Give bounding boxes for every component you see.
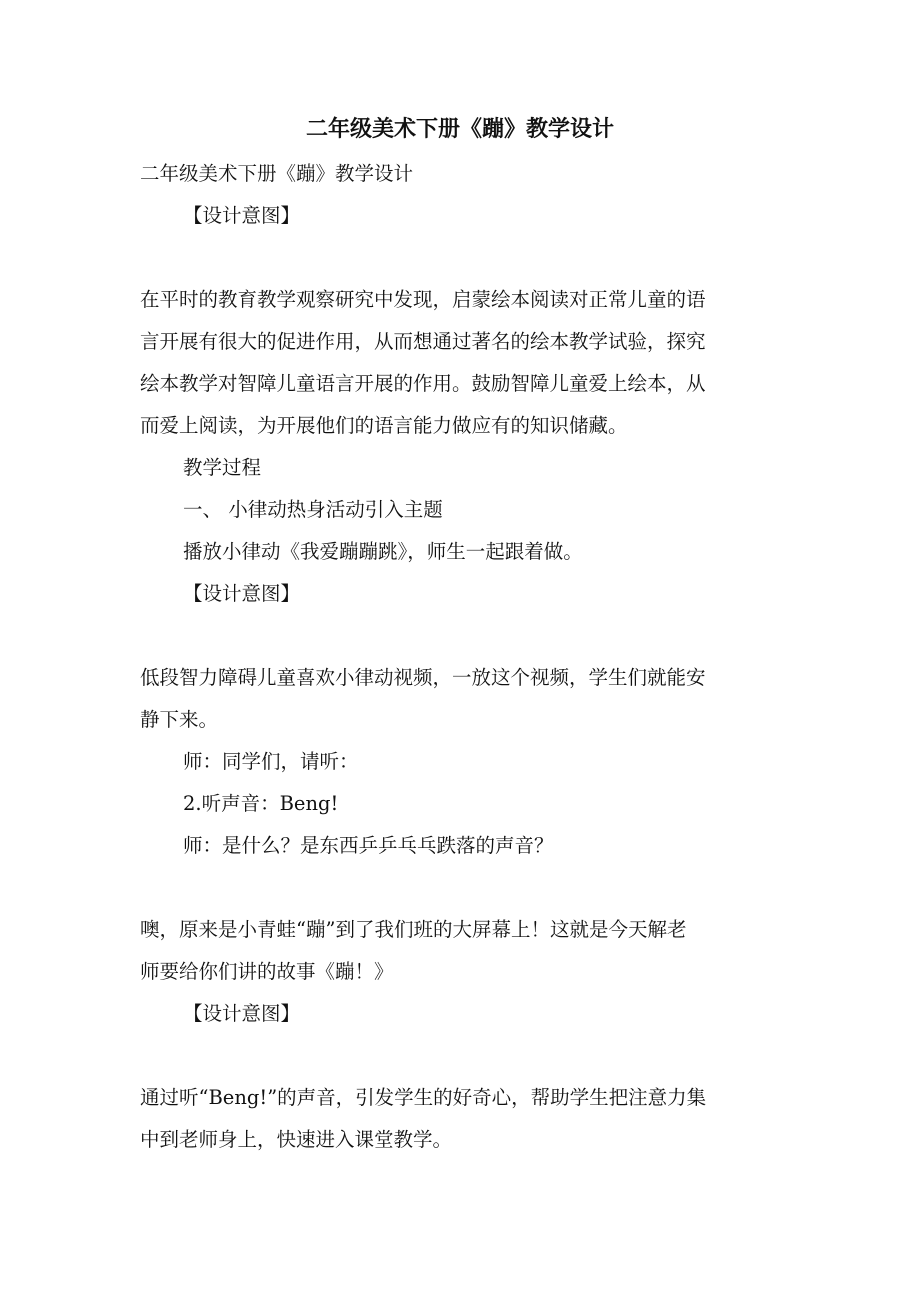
section-heading: 教学过程 <box>183 456 262 479</box>
paragraph-line: 低段智力障碍儿童喜欢小律动视频，一放这个视频，学生们就能安 <box>140 666 706 689</box>
paragraph-line: 绘本教学对智障儿童语言开展的作用。鼓励智障儿童爱上绘本，从 <box>140 372 706 395</box>
document-title: 二年级美术下册《蹦》教学设计 <box>305 116 614 142</box>
step-line: 2.听声音：Beng! <box>183 792 339 815</box>
paragraph-line: 中到老师身上，快速进入课堂教学。 <box>140 1128 453 1151</box>
paragraph-line: 噢，原来是小青蛙“蹦”到了我们班的大屏幕上！这就是今天解老 <box>140 918 687 941</box>
paragraph-line: 通过听“Beng!”的声音，引发学生的好奇心，帮助学生把注意力集 <box>140 1086 707 1109</box>
dialogue-line: 师：是什么？是东西乒乒乓乓跌落的声音？ <box>183 834 554 857</box>
section-heading: 【设计意图】 <box>183 582 301 605</box>
subtitle-line: 二年级美术下册《蹦》教学设计 <box>140 162 414 185</box>
dialogue-line: 师：同学们，请听： <box>183 750 359 773</box>
paragraph-line: 言开展有很大的促进作用，从而想通过著名的绘本教学试验，探究 <box>140 330 706 353</box>
paragraph-line: 静下来。 <box>140 708 219 731</box>
paragraph-line: 播放小律动《我爱蹦蹦跳》，师生一起跟着做。 <box>183 540 583 563</box>
paragraph-line: 而爱上阅读，为开展他们的语言能力做应有的知识储藏。 <box>140 414 628 437</box>
section-heading: 【设计意图】 <box>183 204 301 227</box>
paragraph-line: 在平时的教育教学观察研究中发现，启蒙绘本阅读对正常儿童的语 <box>140 288 706 311</box>
step-heading: 一、 小律动热身活动引入主题 <box>183 498 443 521</box>
section-heading: 【设计意图】 <box>183 1002 301 1025</box>
paragraph-line: 师要给你们讲的故事《蹦！》 <box>140 960 394 983</box>
